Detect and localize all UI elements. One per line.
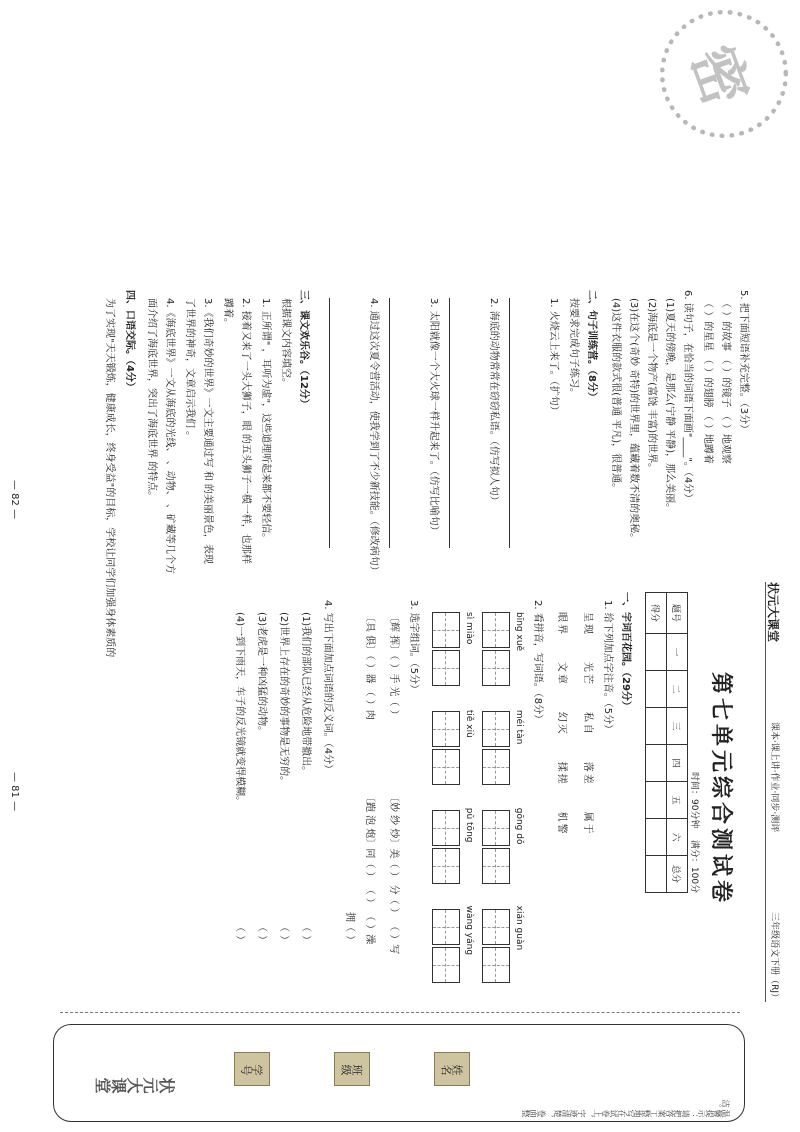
q4-item-3: (3)老虎是一种凶猛的动物。: [256, 612, 267, 737]
sentence-3-answer-line[interactable]: [389, 298, 390, 548]
q2-pinyin: tiě xiù: [464, 709, 474, 738]
page-number-81: — 81 —: [9, 772, 20, 812]
exam-title: 第七单元综合测试卷: [708, 672, 734, 907]
q5-row-b: （ ）的星星 （ ）的翅膀 （ ）地蹲着: [702, 298, 713, 464]
q2-pinyin: sì miào: [464, 612, 474, 645]
time-label: 时间：90分钟: [689, 772, 699, 829]
score-table-cell: 二: [667, 671, 688, 708]
fill-4: 4.《海底世界》一文从海底的光线、 、动物、 、矿藏等几个方: [164, 298, 175, 574]
writing-grid[interactable]: [432, 749, 460, 785]
score-input-cell[interactable]: [646, 782, 667, 819]
q1-word: 揉搓: [556, 761, 567, 786]
writing-grid[interactable]: [432, 947, 460, 983]
q4-title: 4. 写出下面加点词语的反义词。（4分）: [322, 600, 333, 775]
q1-words-row-1: [580, 612, 594, 836]
q3-group-d: 〔跑 泡 炮〕同（ ） （ ） （ ）澡: [364, 792, 375, 945]
score-label: 满分：100分: [689, 839, 699, 894]
score-input-cell[interactable]: [646, 634, 667, 671]
score-table-cell: 六: [667, 819, 688, 856]
writing-grid[interactable]: [482, 650, 510, 686]
score-table: [645, 592, 688, 893]
header-grade: 三年级语文下册（RJ）: [769, 912, 779, 1002]
writing-grid[interactable]: [482, 612, 510, 648]
q2-pinyin: bīng xuě: [514, 612, 524, 652]
fill-2: 2. 接着又来了一头大狮子，眼 的五头狮子一模一样，也那样: [240, 298, 251, 564]
writing-grid[interactable]: [482, 749, 510, 785]
name-label[interactable]: 姓名: [434, 1052, 470, 1086]
q3-group-a: 〔辉 挥〕（ ）手 光（ ）: [388, 612, 399, 720]
score-input-cell[interactable]: [646, 745, 667, 782]
score-input-cell[interactable]: [646, 856, 667, 893]
q4-item-1: (1)我们的部队已经从危险地带撤出。: [300, 612, 311, 777]
writing-grid[interactable]: [482, 810, 510, 846]
score-table-cell: 四: [667, 745, 688, 782]
time-limit: [689, 772, 702, 893]
page-81: [0, 572, 800, 1012]
tips-text: 温馨提示：请把答案工整地写在试卷上，字迹清楚，卷面整洁。: [522, 1099, 730, 1118]
q6-item-2: (2)海底是一个物产(富饶 丰富)的世界。: [646, 298, 657, 474]
q1-word: 属于: [582, 811, 593, 836]
q3-group-e: 拥（ ）: [344, 912, 355, 946]
q2-pinyin: xián guàn: [514, 905, 524, 951]
score-input-cell[interactable]: [646, 708, 667, 745]
score-table-cell: 三: [667, 708, 688, 745]
q1-word: 落差: [582, 761, 593, 786]
writing-grid[interactable]: [482, 848, 510, 884]
section-4-title: 四、口语交际。（4分）: [124, 290, 135, 392]
q1-words-row-2: [554, 612, 568, 836]
section-3-sub: 根据课文内容填空。: [280, 298, 291, 388]
score-table-cell: 得分: [646, 593, 667, 634]
writing-grid[interactable]: [432, 848, 460, 884]
q1-word: 呈现: [582, 612, 593, 636]
section-3-title: 三、课文欢乐谷。（12分）: [298, 290, 309, 409]
q5-title: 5. 把下面短语补充完整。（3分）: [738, 290, 749, 435]
cut-line: [60, 1012, 740, 1013]
binding-strip: [0, 1012, 800, 1132]
q6-item-4: (4)这件衣服的款式很(普通 平凡)，很普通。: [610, 298, 621, 494]
fill-1: 1. 正所谓" ，耳听为虚"，这些道理听起来都不要轻信。: [260, 298, 271, 544]
writing-grid[interactable]: [432, 650, 460, 686]
q2-title: 2. 看拼音，写词语。（8分）: [532, 600, 543, 725]
q4-item-4: (4)一到下雨天，车子的反光镜就变得模糊。: [234, 612, 245, 807]
q1-word: 光芒: [582, 661, 593, 686]
writing-grid[interactable]: [432, 711, 460, 747]
q4-blank-2[interactable]: （ ）: [278, 922, 289, 946]
q4-blank-4[interactable]: （ ）: [234, 922, 245, 946]
fill-4b: 面介绍了海底世界，突出了海底世界 的特点。: [146, 298, 157, 502]
score-table-cell: 题号: [667, 593, 688, 634]
sentence-1-answer-line[interactable]: [509, 298, 510, 548]
writing-grid[interactable]: [482, 711, 510, 747]
score-table-cell: 总分: [667, 856, 688, 893]
sentence-4: 4. 通过这次夏令营活动，使我学到了不少新技能。（修改病句）: [368, 298, 379, 576]
q2-pinyin: méi tàn: [514, 709, 524, 745]
brand-logo-bottom: 状元大课堂: [95, 1075, 175, 1094]
class-label[interactable]: 班级: [334, 1052, 370, 1086]
q4-blank-3[interactable]: （ ）: [256, 922, 267, 946]
sentence-4-answer-line[interactable]: [329, 298, 330, 548]
sentence-1: 1. 火烧云上来了。（扩句）: [548, 298, 559, 416]
q2-pinyin-row-a: [514, 612, 524, 1001]
writing-grid[interactable]: [432, 810, 460, 846]
writing-grid[interactable]: [482, 947, 510, 983]
fill-3b: 了世界的神奇，文章启示我们 。: [184, 298, 195, 442]
header-subtitle: 课本·课上讲·作业·同步·测评: [769, 721, 779, 833]
q3-title: 3. 选字组词。（5分）: [408, 600, 419, 695]
page-number-82: — 82 —: [9, 480, 20, 520]
score-input-cell[interactable]: [646, 819, 667, 856]
q2-grid-row-a: [478, 612, 510, 985]
q2-grid-row-b: [428, 612, 460, 985]
writing-grid[interactable]: [482, 909, 510, 945]
brand-logo: 状元大课堂: [766, 582, 780, 643]
q1-word: 私自: [582, 711, 593, 736]
student-id-label[interactable]: 学号: [234, 1052, 270, 1086]
q3-group-c: 〔具 俱〕（ ）器 （ ）肉: [364, 612, 375, 720]
section-1-title: 一、字词百花园。（29分）: [620, 592, 631, 711]
q1-word: 文章: [556, 661, 567, 686]
writing-grid[interactable]: [432, 909, 460, 945]
score-table-cell: 五: [667, 782, 688, 819]
q6-item-1: (1)夏天的傍晚，是那么(宁静 平静)，那么美丽。: [664, 298, 675, 514]
q2-pinyin: wàng yáng: [464, 905, 474, 956]
q6-item-3: (3)在这个(奇妙 奇特)的世界里，蕴藏着数不清的奥秘。: [628, 298, 639, 544]
q3-group-b: 〔妙 纱 炒〕美（ ） 分（ ） （ ）写: [388, 792, 399, 955]
sentence-2: 2. 海底的动物常常在窃窃私语。（仿写拟人句）: [488, 298, 499, 506]
fill-3: 3.《我们奇妙的世界》一文主要通过写 和 的美丽景色，表现: [202, 298, 213, 564]
q4-blank-1[interactable]: （ ）: [300, 922, 311, 946]
writing-grid[interactable]: [432, 612, 460, 648]
oral-text: 为了实现"天天锻炼，健康成长，终身受益"的目标，学校让同学们加强身体素质的: [104, 298, 115, 658]
sentence-2-answer-line[interactable]: [449, 298, 450, 548]
q2-pinyin-row-b: [464, 612, 474, 1001]
page-header: [765, 582, 782, 1002]
score-input-cell[interactable]: [646, 671, 667, 708]
q4-item-2: (2)世界上存在的奇妙的事物是无穷的。: [278, 612, 289, 787]
q2-pinyin: gōng dǒ: [514, 807, 524, 845]
stamp-glyph: 密: [677, 36, 762, 115]
section-2-sub: 按要求完成句子练习。: [568, 298, 579, 398]
q1-title: 1. 给下列加点字注音。（5分）: [602, 600, 613, 735]
sentence-3: 3. 太阳就像一个大火球一样升起来了。（仿写比喻句）: [428, 298, 439, 536]
q1-word: 眼界: [556, 612, 567, 636]
q6-title: 6. 读句子，在恰当的词语下面画"____"。（4分）: [682, 290, 693, 504]
section-2-title: 二、句子训练营。（8分）: [586, 290, 597, 402]
q1-word: 机警: [556, 811, 567, 836]
fill-2b: 蹲着。: [222, 298, 233, 328]
q2-pinyin: pǔ tōng: [464, 807, 474, 843]
q5-row-a: （ ）的故事 （ ）的镜子 （ ）地观察: [720, 298, 731, 464]
score-table-cell: 一: [667, 634, 688, 671]
q1-word: 幻灭: [556, 711, 567, 736]
